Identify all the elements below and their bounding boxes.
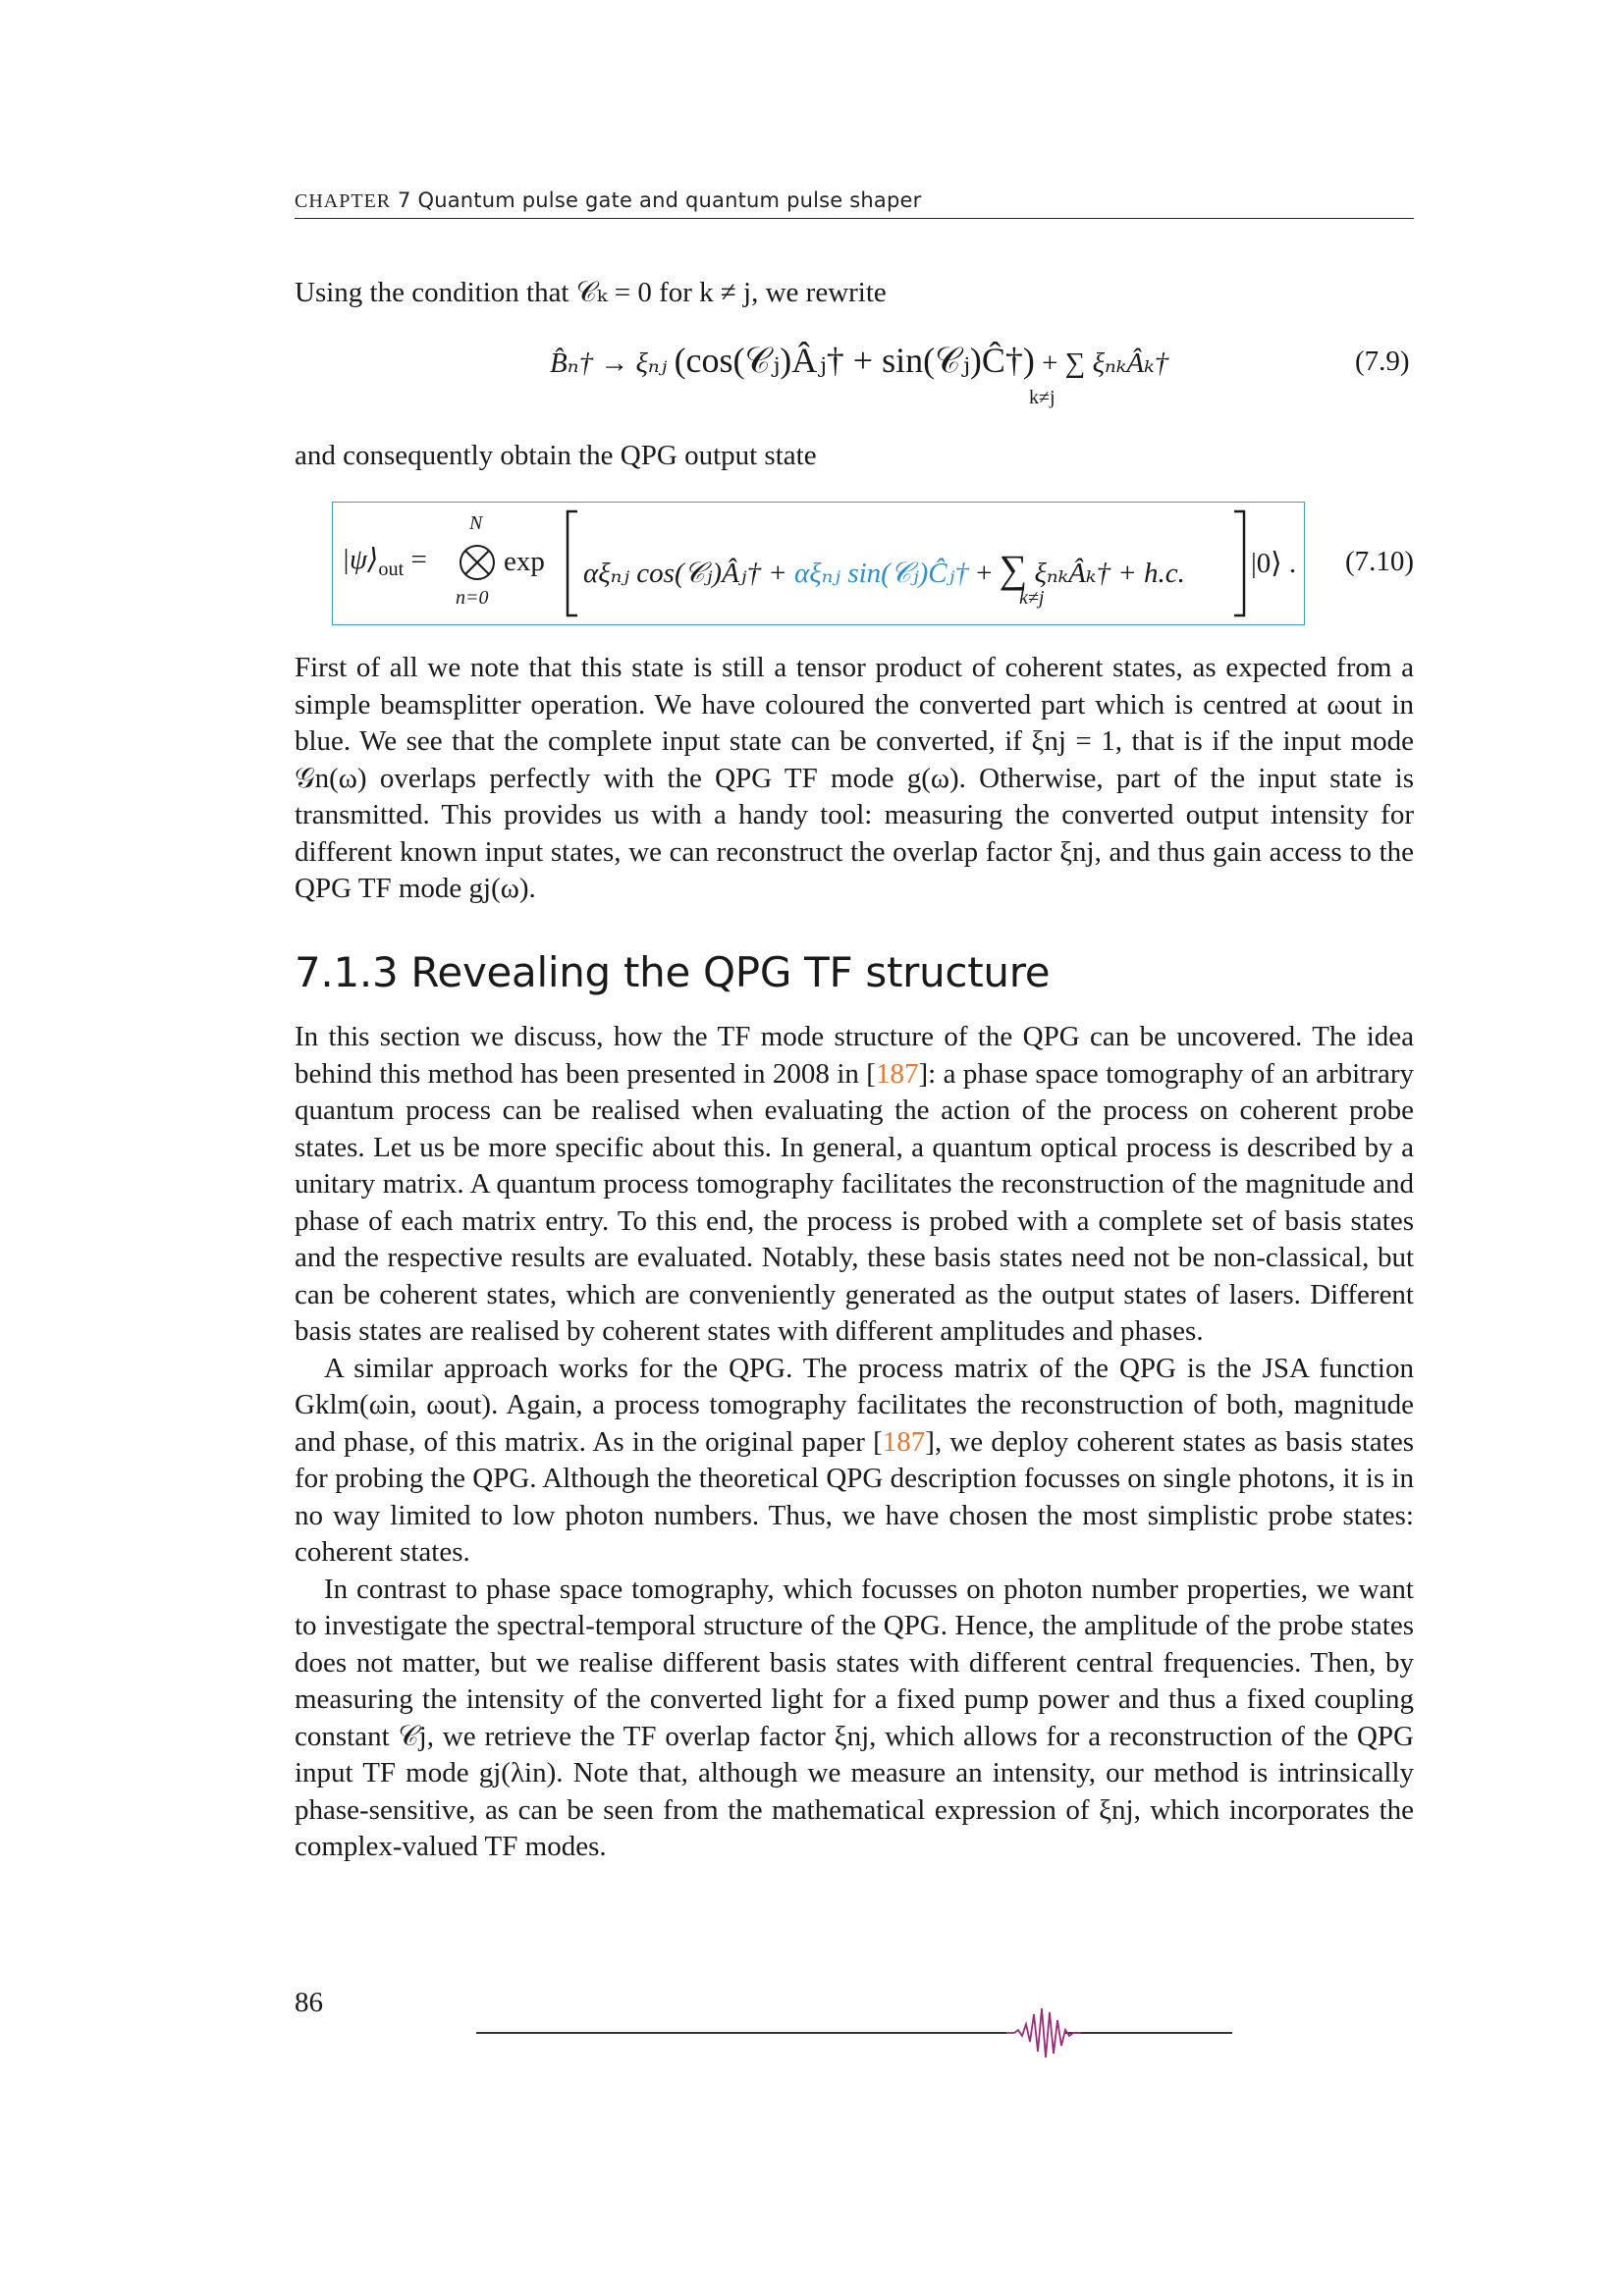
section-heading: 7.1.3 Revealing the QPG TF structure [295, 948, 1051, 996]
eq2-ket-zero: |0⟩ . [1251, 548, 1297, 579]
eq1-lhs: B̂ₙ† → ξₙⱼ [550, 347, 668, 379]
eq2-term2-converted: αξₙⱼ sin(𝒞ⱼ)Ĉⱼ† [794, 558, 969, 589]
running-header [295, 188, 1414, 219]
paragraph-2 [295, 1019, 1414, 1866]
eq1-term: ξₙₖÂₖ† [1092, 347, 1169, 379]
equation-7-10 [342, 542, 427, 581]
citation-link[interactable]: 187 [882, 1425, 926, 1458]
eq2-exp: exp [504, 546, 545, 577]
eq2-number: (7.10) [1345, 546, 1415, 577]
mid-text: and consequently obtain the QPG output state [295, 440, 817, 471]
eq2-term4: ξₙₖÂₖ† + h.c. [1034, 558, 1185, 589]
chapter-title: Quantum pulse gate and quantum pulse shaper [417, 188, 922, 212]
paragraph-2-text-b: ]: a phase space tomography of an arbitrary quantum process can be realised when evaluating the action of the process on coherent probe states. Let us be more specific about this. In general, a quantum optical process is described by a unitary matrix. A quantum process tomography facilitates the reconstruction of the magnitude and phase of each matrix entry. To this end, the process is probed with a complete set of basis states and the respective results are evaluated. Notably, these basis states need not be non-classical, but can be coherent states, which are conveniently generated as the output states of lasers. Different basis states are realised by coherent states with different amplitudes and phases. [295, 1057, 1414, 1347]
intro-text: Using the condition that 𝒞ₖ = 0 for k ≠ j, we rewrite [295, 277, 887, 308]
intro-line [295, 275, 1414, 312]
paragraph-3-text-b: ], we deploy coherent states as basis states for probing the QPG. Although the theoretical QPG description focusses on single photons, it is in no way limited to low photon numbers. Thus, we have chosen the most simplistic probe states: coherent states. [295, 1425, 1414, 1568]
eq2-equals: = [410, 544, 427, 575]
eq2-body [583, 546, 1185, 592]
page-number: 86 [295, 1987, 323, 2018]
eq2-prod-bottom: n=0 [456, 587, 489, 609]
equation-7-9 [550, 340, 1168, 382]
right-bracket [1230, 509, 1248, 617]
eq1-paren: (cos(𝒞ⱼ)Âⱼ† + sin(𝒞ⱼ)Ĉ†) [674, 341, 1035, 380]
left-bracket [564, 509, 581, 617]
chapter-number: 7 [398, 188, 411, 212]
eq2-term1: αξₙⱼ cos(𝒞ⱼ)Âⱼ† + [583, 558, 787, 589]
otimes-symbol [458, 543, 497, 582]
mid-line [295, 438, 1414, 475]
paragraph-3-text-a: A similar approach works for the QPG. The process matrix of the QPG is the JSA function Gklm(ωin, ωout). Again, a process tomography facilitates the reconstruction of both, magnitude and phase, of this matrix. As in the original paper [ [295, 1352, 1414, 1458]
eq2-prod-top: N [469, 512, 483, 534]
eq2-sum-subscript: k≠j [1019, 587, 1045, 609]
chapter-word: CHAPTER [295, 190, 392, 212]
paragraph-4-text: In contrast to phase space tomography, which focusses on photon number properties, we want to investigate the spectral-temporal structure of the QPG. Hence, the amplitude of the probe states does not matter, but we realise different basis states with different central frequencies. Then, by measuring the intensity of the converted light for a fixed pump power and thus a fixed coupling constant 𝒞j, we retrieve the TF overlap factor ξnj, which allows for a reconstruction of the QPG input TF mode gj(λin). Note that, although we measure an intensity, our method is intrinsically phase-sensitive, as can be seen from the mathematical expression of ξnj, which incorporates the complex-valued TF modes. [295, 1573, 1414, 1862]
eq2-lhs: |ψ⟩ [342, 544, 379, 575]
citation-link[interactable]: 187 [875, 1057, 919, 1090]
paragraph-1-text: First of all we note that this state is still a tensor product of coherent states, as expected from a simple beamsplitter operation. We have coloured the converted part which is centred at ωout in blue. We see that the complete input state can be converted, if ξnj = 1, that is if the input mode 𝒢n(ω) overlaps perfectly with the QPG TF mode g(ω). Otherwise, part of the input state is transmitted. This provides us with a handy tool: measuring the converted output intensity for different known input states, we can reconstruct the overlap factor ξnj, and thus gain access to the QPG TF mode gj(ω). [295, 652, 1414, 904]
paragraph-1 [295, 650, 1414, 908]
paragraph-2-text-a: In this section we discuss, how the TF mode structure of the QPG can be uncovered. The idea behind this method has been presented in 2008 in [ [295, 1021, 1414, 1090]
eq2-plus: + [976, 558, 993, 589]
eq2-lhs-sub: out [378, 558, 405, 580]
eq2-sum-sign: ∑ [999, 547, 1028, 591]
eq1-sum: + ∑ [1042, 347, 1086, 379]
footer-wave-line [476, 2002, 1232, 2061]
eq1-number: (7.9) [1355, 346, 1410, 377]
eq1-sum-subscript: k≠j [1029, 387, 1056, 408]
